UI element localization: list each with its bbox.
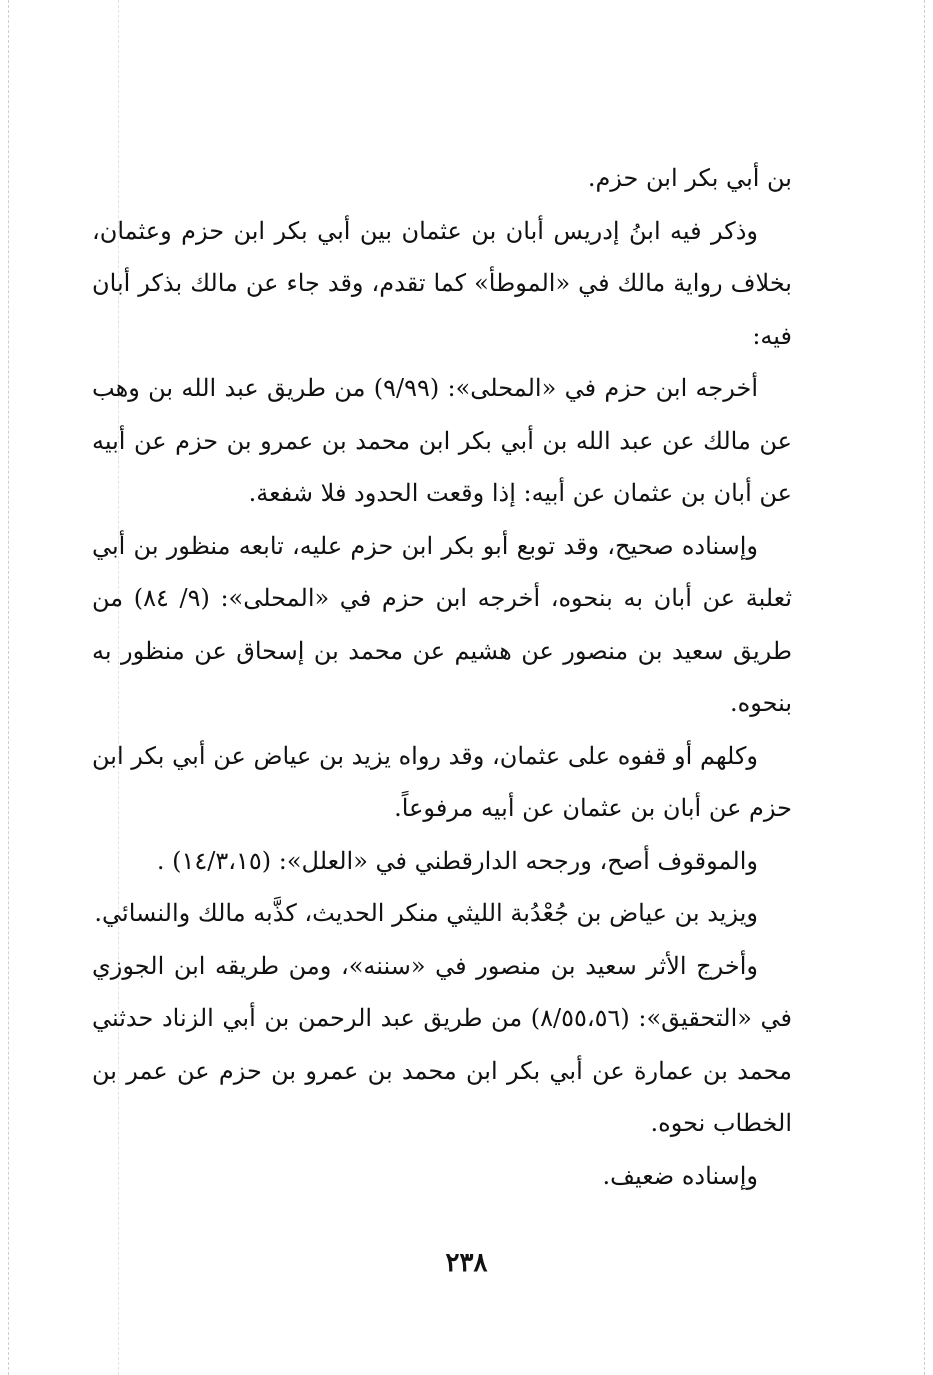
page-number: ٢٣٨	[445, 1248, 488, 1278]
body-text	[92, 152, 792, 1202]
paragraph-continuation: بن أبي بكر ابن حزم.	[587, 164, 792, 192]
paragraph: وإسناده صحيح، وقد توبع أبو بكر ابن حزم عليه، تابعه منظور بن أبي ثعلبة عن أبان به بنحوه، أخرجه ابن حزم في «المحلى»: (٩/ ٨٤) من طريق سعيد بن منصور عن هشيم عن محمد بن إسحاق عن منظور به بنحوه.	[92, 531, 793, 717]
paragraph: والموقوف أصح، ورجحه الدارقطني في «العلل»: (١٤/٣،١٥) .	[156, 846, 758, 875]
scan-guide-left	[8, 0, 9, 1375]
paragraph: أخرجه ابن حزم في «المحلى»: (٩/٩٩) من طريق عبد الله بن وهب عن مالك عن عبد الله بن أبي بكر ابن محمد بن عمرو بن حزم عن أبيه عن أبان بن عثمان عن أبيه: إذا وقعت الحدود فلا شفعة.	[92, 374, 792, 507]
paragraph: وكلهم أو قفوه على عثمان، وقد رواه يزيد بن عياض عن أبي بكر ابن حزم عن أبان بن عثمان عن أبيه مرفوعاً.	[92, 741, 792, 822]
scan-guide-right	[924, 0, 925, 1375]
paragraph: وأخرج الأثر سعيد بن منصور في «سننه»، ومن طريقه ابن الجوزي في «التحقيق»: (٨/٥٥،٥٦) من طريق عبد الرحمن بن أبي الزناد حدثني محمد بن عمارة عن أبي بكر ابن محمد بن عمرو بن حزم عن عمر بن الخطاب نحوه.	[92, 951, 792, 1137]
paragraph: وإسناده ضعيف.	[602, 1161, 758, 1190]
paragraph: وذكر فيه ابنُ إدريس أبان بن عثمان بين أبي بكر ابن حزم وعثمان، بخلاف رواية مالك في «الموطأ» كما تقدم، وقد جاء عن مالك بذكر أبان فيه:	[92, 216, 792, 350]
paragraph: ويزيد بن عياض بن جُعْدُبة الليثي منكر الحديث، كذَّبه مالك والنسائي.	[94, 899, 758, 927]
